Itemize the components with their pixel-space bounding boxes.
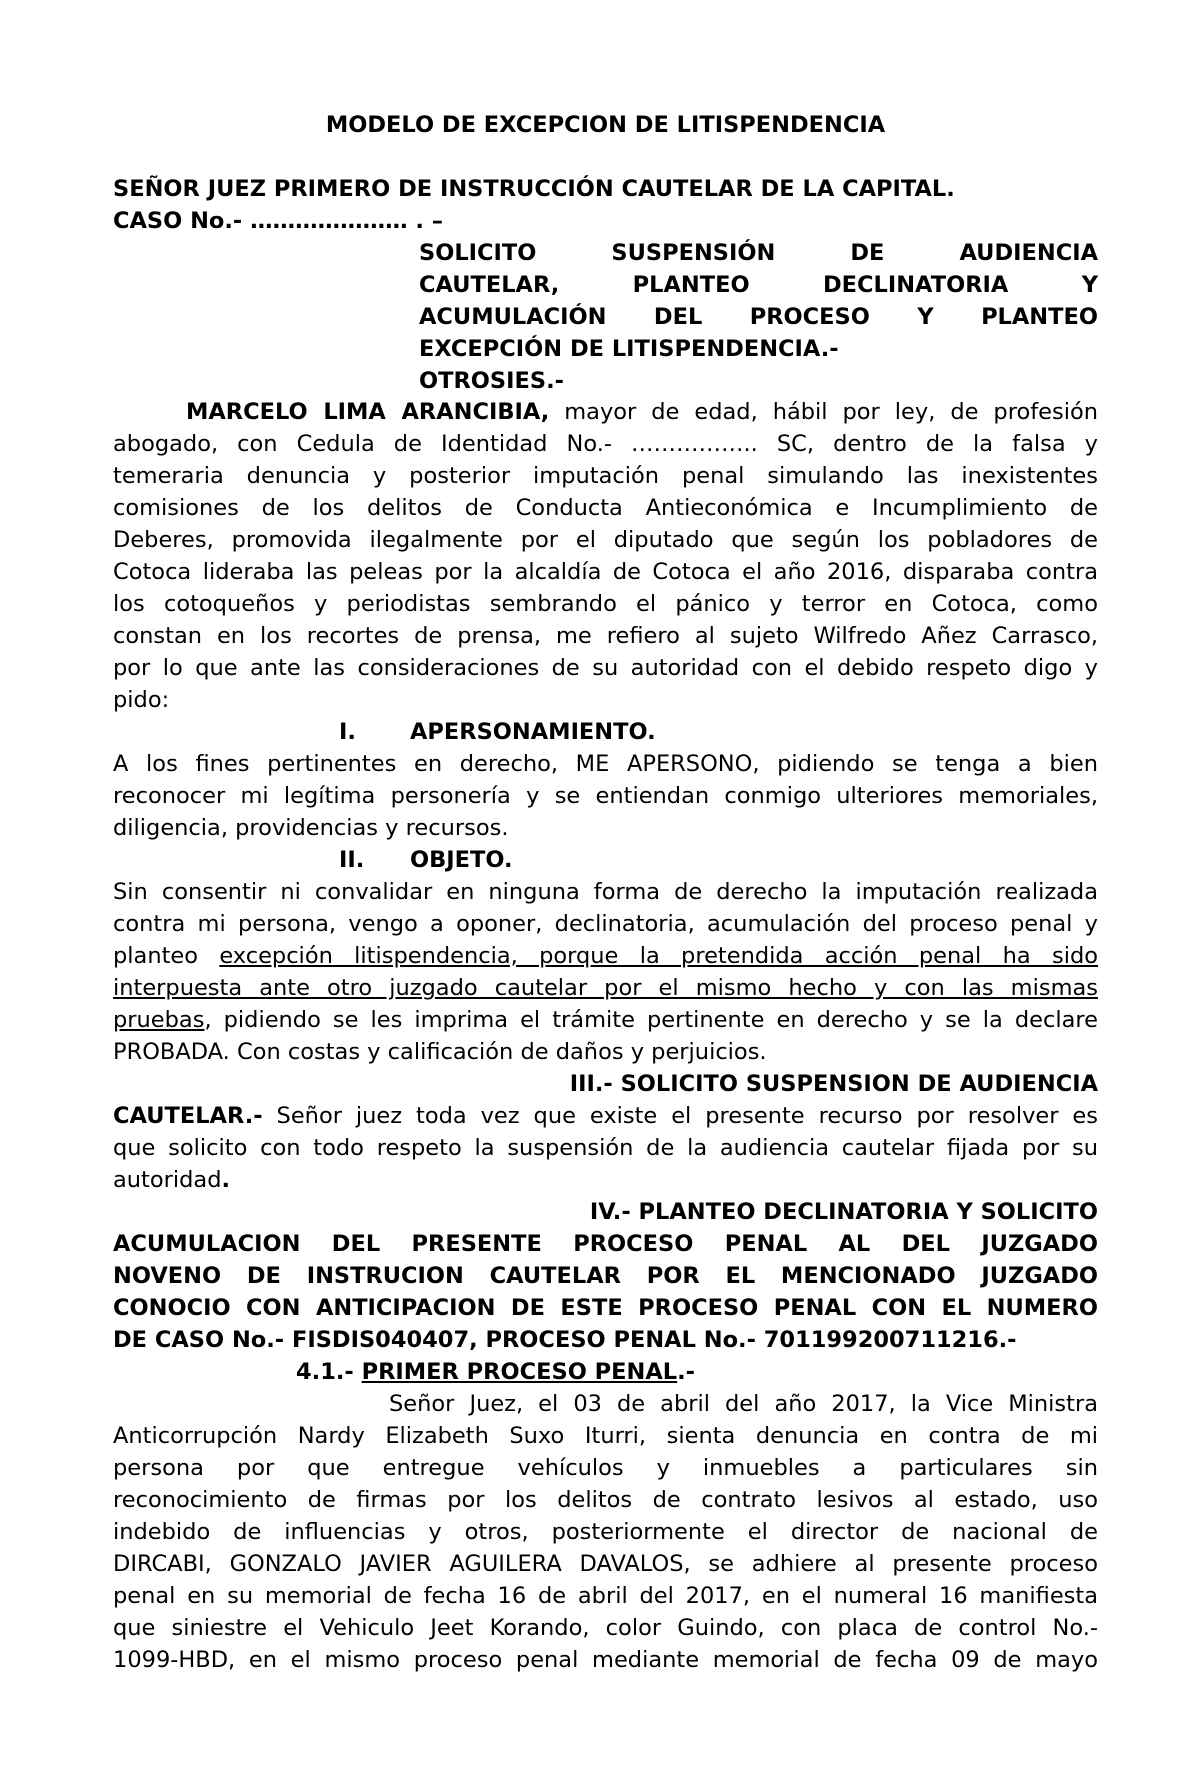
intro-paragraph-line: Cotoca lideraba las peleas por la alcaldía de Cotoca el año 2016, disparaba contra — [113, 559, 1098, 585]
section-paragraph-line: interpuesta ante otro juzgado cautelar por el mismo hecho y con las mismas — [113, 975, 1098, 1001]
intro-paragraph-line: abogado, con Cedula de Identidad No.- …………….. SC, dentro de la falsa y — [113, 431, 1098, 457]
section-heading: NOVENO DE INSTRUCION CAUTELAR POR EL MENCIONADO JUZGADO — [113, 1263, 1098, 1289]
section-heading: CONOCIO CON ANTICIPACION DE ESTE PROCESO PENAL CON EL NUMERO — [113, 1295, 1098, 1321]
intro-paragraph-line: temeraria denuncia y posterior imputación penal simulando las inexistentes — [113, 463, 1098, 489]
petition-summary-line: OTROSIES.- — [419, 368, 564, 394]
subsection-paragraph-line: reconocimiento de firmas por los delitos de contrato lesivos al estado, uso — [113, 1487, 1098, 1513]
section-paragraph-line: pruebas, pidiendo se les imprima el trámite pertinente en derecho y se la declare — [113, 1007, 1098, 1033]
section-paragraph-line: autoridad. — [113, 1167, 231, 1193]
subsection-paragraph-line: DIRCABI, GONZALO JAVIER AGUILERA DAVALOS, se adhiere al presente proceso — [113, 1551, 1098, 1577]
appellant-name: MARCELO LIMA ARANCIBIA, — [186, 399, 550, 425]
section-paragraph-line: planteo excepción litispendencia, porque la pretendida acción penal ha sido — [113, 943, 1098, 969]
petition-summary-line: EXCEPCIÓN DE LITISPENDENCIA.- — [419, 336, 839, 362]
case-number: CASO No.- ………………… . – — [113, 208, 444, 234]
intro-paragraph-line: pido: — [113, 687, 170, 713]
section-heading: APERSONAMIENTO. — [410, 719, 656, 745]
intro-paragraph-line: comisiones de los delitos de Conducta Antieconómica e Incumplimiento de — [113, 495, 1098, 521]
section-number: I. — [339, 719, 356, 745]
subsection-paragraph-line: penal en su memorial de fecha 16 de abril del 2017, en el numeral 16 manifiesta — [113, 1583, 1098, 1609]
subsection-heading: 4.1.- PRIMER PROCESO PENAL.- — [296, 1359, 696, 1385]
subsection-paragraph-line: que siniestre el Vehiculo Jeet Korando, color Guindo, con placa de control No.- — [113, 1615, 1098, 1641]
subsection-title: PRIMER PROCESO PENAL — [361, 1359, 678, 1385]
section-paragraph-line: contra mi persona, vengo a oponer, declinatoria, acumulación del proceso penal y — [113, 911, 1098, 937]
petition-summary-line: SOLICITO SUSPENSIÓN DE AUDIENCIA — [419, 240, 1098, 266]
section-heading-continued: CAUTELAR.- — [113, 1103, 263, 1129]
intro-paragraph-line: los cotoqueños y periodistas sembrando el pánico y terror en Cotoca, como — [113, 591, 1098, 617]
section-paragraph-line: reconocer mi legítima personería y se entiendan conmigo ulteriores memoriales, — [113, 783, 1098, 809]
subsection-paragraph-line: persona por que entregue vehículos y inmuebles a particulares sin — [113, 1455, 1098, 1481]
section-heading: ACUMULACION DEL PRESENTE PROCESO PENAL AL DEL JUZGADO — [113, 1231, 1098, 1257]
petition-summary-line: ACUMULACIÓN DEL PROCESO Y PLANTEO — [419, 304, 1098, 330]
section-paragraph-line: que solicito con todo respeto la suspensión de la audiencia cautelar fijada por su — [113, 1135, 1098, 1161]
subsection-paragraph-line: indebido de influencias y otros, posteriormente el director de nacional de — [113, 1519, 1098, 1545]
intro-paragraph-line: Deberes, promovida ilegalmente por el diputado que según los pobladores de — [113, 527, 1098, 553]
intro-paragraph-line: por lo que ante las consideraciones de su autoridad con el debido respeto digo y — [113, 655, 1098, 681]
subsection-paragraph-line: Señor Juez, el 03 de abril del año 2017, la Vice Ministra — [389, 1391, 1098, 1417]
section-paragraph-line: PROBADA. Con costas y calificación de daños y perjuicios. — [113, 1039, 767, 1065]
section-heading: III.- SOLICITO SUSPENSION DE AUDIENCIA — [569, 1071, 1098, 1097]
document-title: MODELO DE EXCEPCION DE LITISPENDENCIA — [325, 112, 886, 138]
addressee: SEÑOR JUEZ PRIMERO DE INSTRUCCIÓN CAUTELAR DE LA CAPITAL. — [113, 176, 955, 202]
section-paragraph-line: CAUTELAR.- Señor juez toda vez que existe el presente recurso por resolver es — [113, 1103, 1098, 1129]
intro-paragraph-line: MARCELO LIMA ARANCIBIA, mayor de edad, hábil por ley, de profesión — [186, 399, 1098, 425]
section-paragraph-line: A los fines pertinentes en derecho, ME APERSONO, pidiendo se tenga a bien — [113, 751, 1098, 777]
section-heading: IV.- PLANTEO DECLINATORIA Y SOLICITO — [589, 1199, 1098, 1225]
section-heading: OBJETO. — [410, 847, 513, 873]
section-paragraph-line: Sin consentir ni convalidar en ninguna forma de derecho la imputación realizada — [113, 879, 1098, 905]
underlined-text: pruebas — [113, 1007, 205, 1033]
underlined-text: excepción litispendencia, porque la pretendida acción penal ha sido — [219, 943, 1098, 969]
section-paragraph-line: diligencia, providencias y recursos. — [113, 815, 509, 841]
petition-summary-line: CAUTELAR, PLANTEO DECLINATORIA Y — [419, 272, 1098, 298]
subsection-paragraph-line: 1099-HBD, en el mismo proceso penal mediante memorial de fecha 09 de mayo — [113, 1647, 1098, 1673]
section-number: II. — [339, 847, 365, 873]
section-heading: DE CASO No.- FISDIS040407, PROCESO PENAL No.- 701199200711216.- — [113, 1327, 1017, 1353]
intro-paragraph-line: constan en los recortes de prensa, me refiero al sujeto Wilfredo Añez Carrasco, — [113, 623, 1098, 649]
subsection-paragraph-line: Anticorrupción Nardy Elizabeth Suxo Iturri, sienta denuncia en contra de mi — [113, 1423, 1098, 1449]
